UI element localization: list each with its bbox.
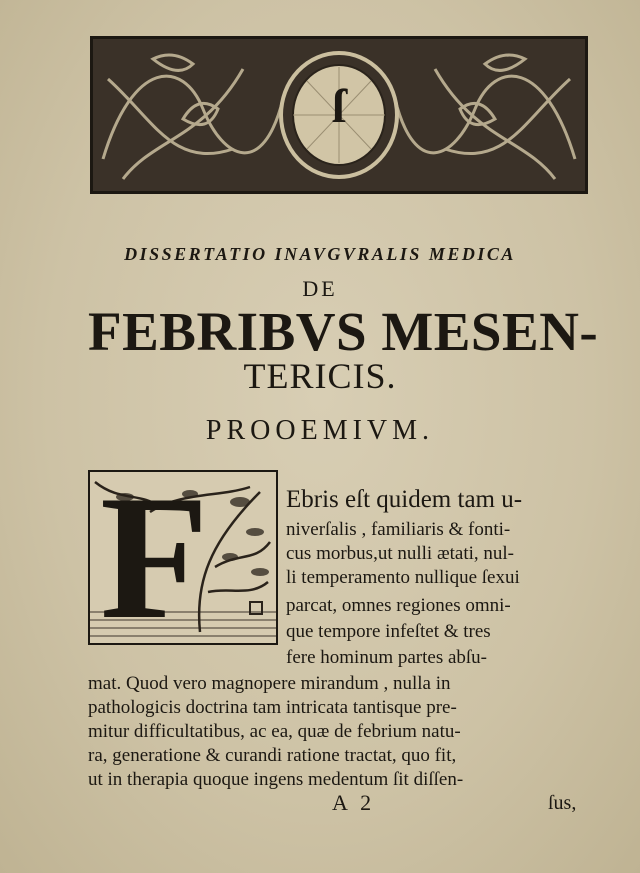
text-line-10: mitur difficultatibus, ac ea, quæ de febrium natu-	[88, 721, 461, 742]
section-heading: PROOEMIVM.	[205, 415, 435, 446]
title-main: FEBRIBVS MESEN-	[88, 301, 599, 362]
headpiece-ornament	[90, 36, 588, 194]
text-line-6: que tempore infeſtet & tres	[286, 621, 491, 642]
text-line-7: fere hominum partes abſu-	[286, 647, 488, 668]
catchword: ſus,	[548, 792, 577, 814]
signature-mark: A 2	[332, 790, 376, 815]
initial-letter: F	[100, 470, 209, 645]
title-dissertatio: DISSERTATIO INAVGVRALIS MEDICA	[124, 244, 516, 264]
ornament-center-mark: ſ	[332, 80, 346, 133]
title-de: DE	[302, 276, 338, 301]
text-line-8: mat. Quod vero magnopere mirandum , nulla in	[88, 673, 451, 694]
text-line-3: cus morbus,ut nulli ætati, nul-	[286, 543, 514, 564]
text-line-9: pathologicis doctrina tam intricata tantisque pre-	[88, 697, 457, 718]
title-continuation: TERICIS.	[243, 356, 397, 396]
text-line-2: niverſalis , familiaris & fonti-	[286, 519, 511, 540]
decorated-initial	[88, 470, 278, 645]
text-line-12: ut in therapia quoque ingens medentum ſit diſſen-	[88, 769, 464, 790]
text-line-4: li temperamento nullique ſexui	[286, 567, 520, 588]
text-line-11: ra, generatione & curandi ratione tractat, quo fit,	[88, 745, 457, 766]
text-line-1: Ebris eſt quidem tam u-	[286, 486, 523, 513]
text-line-5: parcat, omnes regiones omni-	[286, 595, 511, 616]
